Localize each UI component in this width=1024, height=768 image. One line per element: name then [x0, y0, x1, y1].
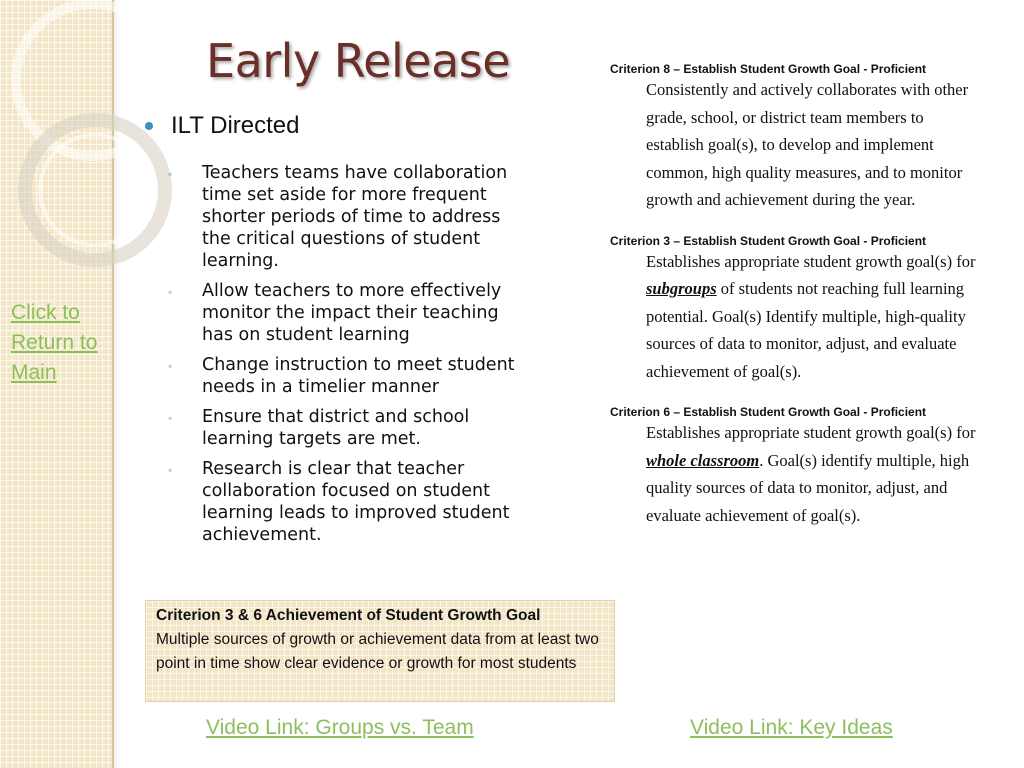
main-bullet-text: ILT Directed [171, 112, 300, 139]
criterion-8-heading: Criterion 8 – Establish Student Growth Goal - Proficient [610, 62, 927, 76]
list-item: ◦ Change instruction to meet student needs in a timelier manner [168, 355, 515, 397]
criterion-8-body: Consistently and actively collaborates with other grade, school, or district team members to establish goal(s), to develop and implement common, high quality measures, and to monitor growth and achievement during the year. [646, 80, 969, 209]
sub-bullet-icon: ◦ [168, 167, 173, 181]
criteria-column [610, 62, 1010, 529]
sub-bullet-icon: ◦ [168, 285, 173, 299]
criterion-6-heading: Criterion 6 – Establish Student Growth Goal - Proficient [610, 405, 927, 419]
criterion-summary-body: Multiple sources of growth or achievement data from at least two point in time show clear evidence or growth for most students [156, 631, 599, 672]
criterion-summary-box [145, 600, 615, 702]
subgroups-emphasis: subgroups [646, 279, 717, 298]
list-item: ◦ Research is clear that teacher collaboration focused on student learning leads to improved student achievement. [168, 459, 510, 545]
video-link-groups-vs-team[interactable]: Video Link: Groups vs. Team [206, 716, 474, 739]
sub-bullet-list [168, 162, 528, 554]
main-bullet [145, 112, 300, 140]
whole-classroom-emphasis: whole classroom [646, 450, 760, 470]
criterion-6-body: Establishes appropriate student growth goal(s) for whole classroom. Goal(s) identify multiple, high quality sources of data to monitor, adjust, and evaluate achievement of goal(s). [646, 423, 976, 525]
criterion-3-body: Establishes appropriate student growth goal(s) for subgroups of students not reaching full learning potential. Goal(s) Identify multiple, high-quality sources of data to monitor, adjust, and evaluate achievement of goal(s). [646, 251, 976, 381]
bullet-icon [145, 122, 153, 130]
list-item: ◦ Teachers teams have collaboration time set aside for more frequent shorter periods of time to address the critical questions of student learning. [168, 163, 508, 271]
list-item: ◦ Ensure that district and school learning targets are met. [168, 407, 470, 449]
return-to-main-link[interactable]: Click to Return to Main [11, 301, 98, 384]
sub-bullet-icon: ◦ [168, 463, 173, 477]
video-link-key-ideas[interactable]: Video Link: Key Ideas [690, 716, 893, 739]
list-item: ◦ Allow teachers to more effectively monitor the impact their teaching has on student learning [168, 281, 502, 345]
sub-bullet-icon: ◦ [168, 411, 173, 425]
sub-bullet-icon: ◦ [168, 359, 173, 373]
criterion-3-heading: Criterion 3 – Establish Student Growth Goal - Proficient [610, 233, 927, 248]
slide-title: Early Release [206, 34, 511, 88]
criterion-summary-title: Criterion 3 & 6 Achievement of Student Growth Goal [156, 607, 541, 624]
